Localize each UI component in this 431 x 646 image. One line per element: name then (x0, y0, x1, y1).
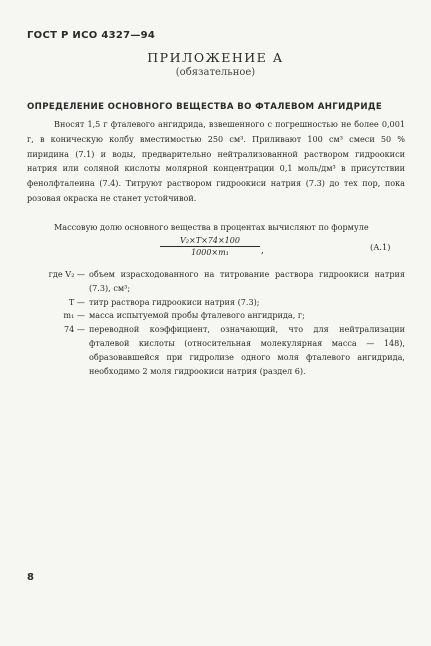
appendix-subtitle: (обязательное) (175, 67, 256, 78)
legend-text: титр раствора гидроокиси натрия (7.3); (89, 296, 260, 307)
legend-text: переводной коэффициент, означающий, что для нейтрализации фталевой кислоты (относительная молекулярная масса — 148), образовавшейся при гидролизе одного моля фталевого ангидрида, необходимо 2 моля гидроокиси натрия (раздел 6). (89, 324, 405, 376)
page-number: 8 (27, 572, 34, 583)
legend-item-t (27, 296, 405, 310)
mass-fraction-formula (160, 236, 260, 257)
formula-trailing-punctuation: , (261, 246, 264, 256)
formula-denominator: 1000×m₁ (191, 248, 229, 257)
appendix-title: ПРИЛОЖЕНИЕ А (147, 50, 284, 65)
legend-text: объем израсходованного на титрование раствора гидроокиси натрия (7.3), см³; (89, 269, 405, 293)
section-heading: ОПРЕДЕЛЕНИЕ ОСНОВНОГО ВЕЩЕСТВА ВО ФТАЛЕВОМ АНГИДРИДЕ (27, 102, 383, 112)
legend-symbol: где V₂ — (48, 269, 85, 279)
formula-intro-paragraph: Массовую долю основного вещества в процентах вычисляют по формуле (54, 222, 369, 232)
legend-item-74 (27, 323, 405, 378)
formula-numerator: V₂×T×74×100 (160, 236, 260, 247)
legend-text: масса испытуемой пробы фталевого ангидрида, г; (89, 310, 305, 321)
legend-item-m1 (27, 309, 405, 323)
legend-symbol: 74 — (64, 324, 85, 335)
legend-symbol: T — (68, 296, 85, 307)
equation-number: (А.1) (370, 242, 391, 252)
legend-item-v2 (27, 268, 405, 296)
legend-symbol: m₁ — (63, 310, 85, 321)
standard-header: ГОСТ Р ИСО 4327—94 (27, 30, 156, 41)
procedure-paragraph: Вносят 1,5 г фталевого ангидрида, взвешенного с погрешностью не более 0,001 г, в коническую колбу вместимостью 250 см³. Приливают 100 см³ смеси 50 % пиридина (7.1) и воды, предварительно нейтрализованной раствором гидроокиси натрия или соляной кислоты молярной концентрации 0,1 моль/дм³ в присутствии фенолфталеина (7.4). Титруют раствором гидроокиси натрия (7.3) до тех пор, пока розовая окраска не станет устойчивой. (27, 119, 405, 203)
formula-legend (27, 268, 405, 378)
